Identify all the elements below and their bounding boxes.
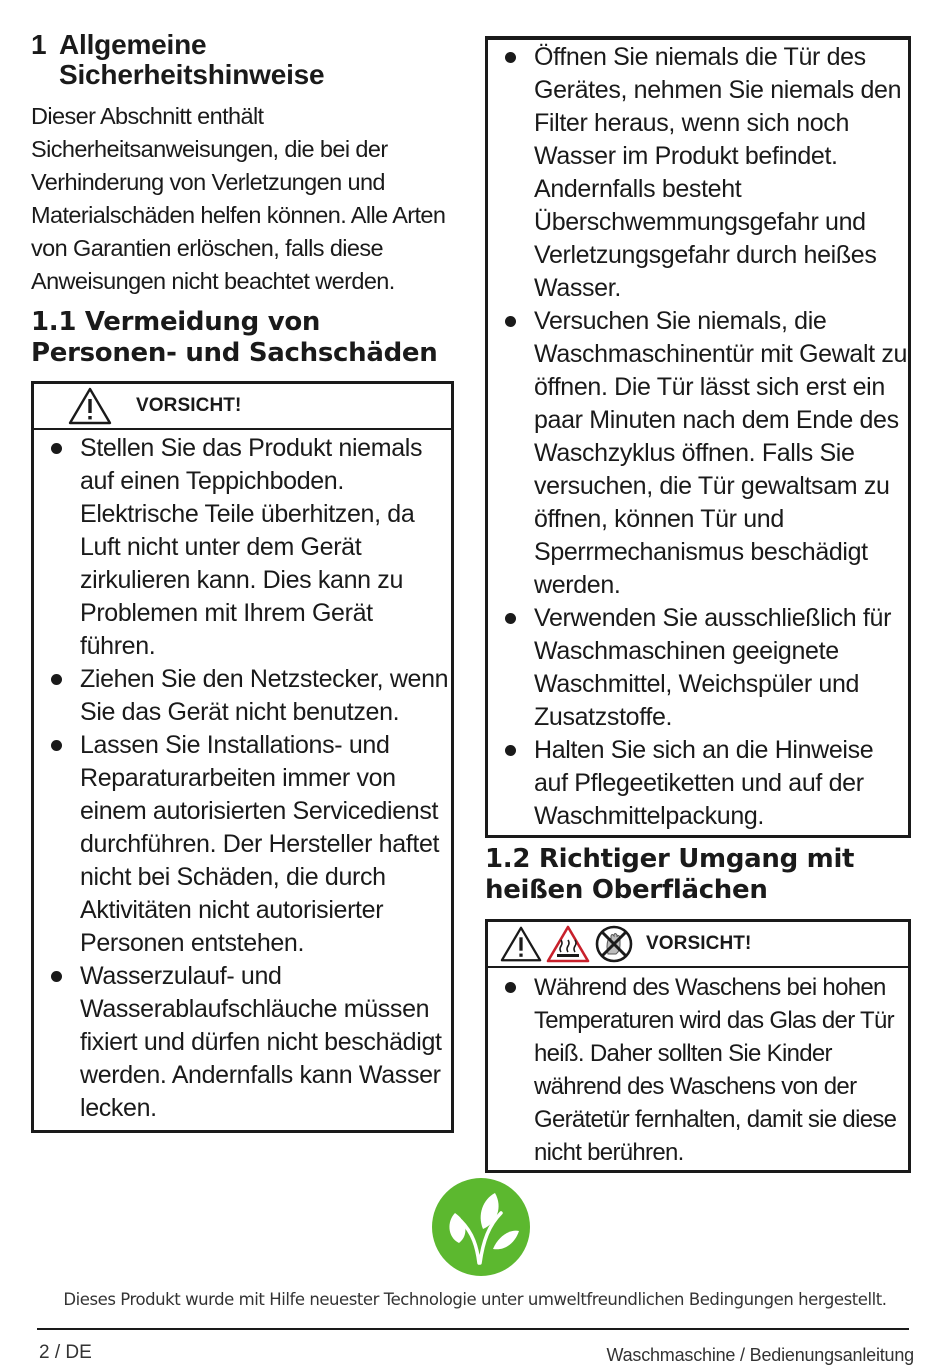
right-column bbox=[485, 36, 911, 1173]
section-1-2-title-line1: 1.2 Richtiger Umgang mit bbox=[485, 844, 855, 874]
section-1-title-line2: Sicherheitshinweise bbox=[59, 59, 325, 90]
section-1-2-title-line2: heißen Oberflächen bbox=[485, 875, 768, 905]
list-item: Lassen Sie Installations- und Reparaturarbeiten immer von einem autorisierten Servicedienst durchführen. Der Hersteller haftet nicht bei Schäden, die durch Aktivitäten nicht autorisierter Personen entstehen. bbox=[80, 729, 451, 960]
caution-box-1-2 bbox=[485, 919, 911, 1173]
list-item: Versuchen Sie niemals, die Waschmaschinentür mit Gewalt zu öffnen. Die Tür lässt sich erst ein paar Minuten nach dem Ende des Waschzyklus öffnen. Falls Sie versuchen, die Tür gewaltsam zu öffnen, können Tür und Sperrmechanismus beschädigt werden. bbox=[534, 305, 908, 602]
caution-list bbox=[34, 432, 451, 1125]
list-item: Verwenden Sie ausschließlich für Waschmaschinen geeignete Waschmittel, Weichspüler und Zusatzstoffe. bbox=[534, 602, 908, 734]
footer-divider bbox=[37, 1328, 909, 1330]
section-1-heading bbox=[31, 30, 461, 90]
caution-label: VORSICHT! bbox=[646, 933, 752, 954]
list-item: Öffnen Sie niemals die Tür des Gerätes, nehmen Sie niemals den Filter heraus, wenn sich noch Wasser im Produkt befindet. Andernfalls besteht Überschwemmungsgefahr und Verletzungsgefahr durch heißes Wasser. bbox=[534, 41, 908, 305]
section-1-1-title-line1: 1.1 Vermeidung von bbox=[31, 307, 321, 337]
document-title: Waschmaschine / Bedienungsanleitung bbox=[606, 1345, 914, 1365]
caution-label: VORSICHT! bbox=[136, 395, 242, 416]
section-1-title-line1: Allgemeine bbox=[59, 29, 207, 60]
page-number: 2 / DE bbox=[39, 1342, 92, 1363]
list-item: Ziehen Sie den Netzstecker, wenn Sie das Gerät nicht benutzen. bbox=[80, 663, 451, 729]
caution-box-1-1-continued bbox=[485, 36, 911, 838]
warning-triangle-icon bbox=[500, 925, 542, 963]
caution-list-continued bbox=[488, 41, 908, 833]
warning-triangle-icon bbox=[68, 387, 112, 425]
caution-list bbox=[488, 971, 908, 1169]
caution-box-1-1 bbox=[31, 381, 454, 1133]
left-column bbox=[31, 30, 461, 1133]
section-1-2-heading bbox=[485, 844, 911, 906]
section-1-1-heading bbox=[31, 307, 461, 369]
eco-statement: Dieses Produkt wurde mit Hilfe neuester Technologie unter umweltfreundlichen Bedingungen hergestellt. bbox=[63, 1290, 887, 1309]
leaf-icon bbox=[431, 1177, 531, 1277]
section-1-1-title-line2: Personen- und Sachschäden bbox=[31, 338, 438, 368]
section-1-intro: Dieser Abschnitt enthält Sicherheitsanweisungen, die bei der Verhinderung von Verletzungen und Materialschäden helfen können. Alle Arten von Garantien erlöschen, falls diese Anweisungen nicht beachtet werden. bbox=[31, 103, 446, 294]
list-item: Während des Waschens bei hohen Temperaturen wird das Glas der Tür heiß. Daher sollten Sie Kinder während des Waschens von der Gerätetür fernhalten, damit sie diese nicht berühren. bbox=[534, 971, 908, 1169]
section-1-number: 1 bbox=[31, 29, 47, 60]
list-item: Stellen Sie das Produkt niemals auf einen Teppichboden. Elektrische Teile überhitzen, da Luft nicht unter dem Gerät zirkulieren kann. Dies kann zu Problemen mit Ihrem Gerät führen. bbox=[80, 432, 451, 663]
hot-surface-icon bbox=[546, 925, 590, 963]
list-item: Halten Sie sich an die Hinweise auf Pflegeetiketten und auf der Waschmittelpackung. bbox=[534, 734, 908, 833]
do-not-touch-icon bbox=[594, 924, 634, 964]
caution-header bbox=[488, 922, 908, 968]
list-item: Wasserzulauf- und Wasserablaufschläuche müssen fixiert und dürfen nicht beschädigt werden. Andernfalls kann Wasser lecken. bbox=[80, 960, 451, 1125]
caution-header bbox=[34, 384, 451, 430]
